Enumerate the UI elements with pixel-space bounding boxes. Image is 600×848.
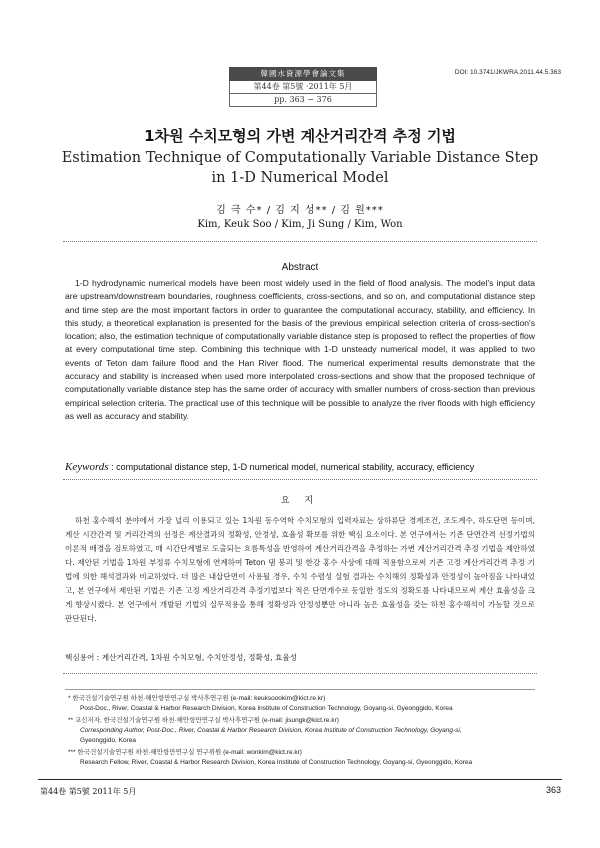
footnote <box>68 694 538 714</box>
footnote-mark: * <box>68 695 71 702</box>
divider <box>63 479 537 480</box>
abstract-text: 1-D hydrodynamic numerical models have been most widely used in the field of flood analysis. The model's input data are upstream/downstream boundaries, roughness coefficients, cross-sections, and so on, and computational distance step and time step are the most important factors in order to guarantee the computational accuracy, stability, and efficiency. In this study, a theoretical explanation is presented for the basis of the previous empirical selection criteria of cross-section's location; also, the estimation technique of computationally variable distance step is proposed to reflect the properties of flow at every computational time step. Combining this technique with 1-D unsteady numerical model, it was applied to two events of Teton dam failure flood and the Han River flood. The numerical experimental results demonstrate that the accuracy and stability is increased when used more interpolated cross-sections and show that the proposed technique of computationally variable distance step has the same order of accuracy with smaller numbers of cross-section than previous empirical selection criteria. The practical use of this technique will be possible to analyze the river floods with high efficiency as well as accuracy and stability. <box>65 278 535 421</box>
footnote-line: Corresponding Author, Post-Doc., River, Coastal & Harbor Research Division, Korea Institute of Construction Technology, Goyang-si, <box>80 727 462 734</box>
divider <box>63 241 537 242</box>
footnote-line: 한국건설기술연구원 하천·해안항만연구실 박사후연구원 (e-mail: keuksoookim@kict.re.kr) <box>72 695 326 702</box>
korean-title: 1차원 수치모형의 가변 계산거리간격 추정 기법 <box>144 127 456 145</box>
journal-box <box>229 67 377 107</box>
keywords-label: Keywords <box>65 461 109 473</box>
footer-rule <box>38 779 562 780</box>
doi[interactable]: DOI: 10.3741/JKWRA.2011.44.5.363 <box>454 69 561 76</box>
korean-authors: 김 극 수* / 김 지 성** / 김 원*** <box>216 205 384 216</box>
keywords-line <box>65 461 545 473</box>
footnote <box>68 748 538 768</box>
korean-summary-heading: 요 지 <box>280 496 320 506</box>
keywords-text: : computational distance step, 1-D numerical model, numerical stability, accuracy, efficiency <box>111 462 475 472</box>
divider <box>63 673 537 674</box>
footnote-line: 교신저자, 한국건설기술연구원 하천·해안항만연구실 박사후연구원 (e-mail: jisungk@kict.re.kr) <box>74 717 339 724</box>
english-title: Estimation Technique of Computationally Variable Distance Step in 1-D Numerical Model <box>61 150 539 186</box>
footnote-line: Post-Doc., River, Coastal & Harbor Research Division, Korea Institute of Construction Technology, Goyang-si, Gyeonggido, Korea <box>80 705 453 712</box>
journal-pages: pp. 363 ~ 376 <box>229 94 377 107</box>
korean-summary-text: 하천 홍수해석 분야에서 가장 널리 이용되고 있는 1차원 동수역학 수치모형의 입력자료는 상하류단 경계조건, 조도계수, 하도단면 등이며, 계산 시간간격 및 거리간격의 선정은 계산결과의 정확성, 안정성, 효율성 확보를 위한 핵심 요소이다. 본 연구에서는 기존 단면간격 선정기법의 이론적 배경을 검토하였고, 매 시간단계별로 도출되는 흐름특성을 반영하여 계산거리간격을 추정하는 가변 계산거리간격 추정 기법을 제안하였다. 제안된 기법을 1차원 부정류 수치모형에 연계하여 Teton 댐 붕괴 및 한강 홍수 사상에 대해 적용함으로써 기존 고정 계산거리간격 추정 기법에 의한 해석결과와 비교하였다. 더 많은 내삽단면이 사용될 경우, 수치 수렴성 실험 결과는 수치해의 정확성과 안정성이 높아짐을 나타내었고, 본 연구에서 제안된 기법은 기존 고정 계산거리간격 추정기법보다 적은 단면개수로 동일한 정도의 정확도를 나타내므로써 계산 효율성을 크게 향상시켰다. 본 연구에서 개발된 기법의 실무적용을 통해 정확성과 안정성뿐만 아니라 높은 효율성을 갖는 하천 홍수해석이 가능할 것으로 판단된다. <box>65 516 535 623</box>
journal-volume: 第44卷 第5號 ·2011年 5月 <box>229 81 377 94</box>
footnote-rule <box>65 689 535 690</box>
korean-keywords: 핵심용어 : 계산거리간격, 1차원 수치모형, 수치안정성, 정확성, 효율성 <box>65 653 297 662</box>
abstract-heading: Abstract <box>281 262 319 273</box>
footnote-line: Research Fellow, River, Coastal & Harbor Research Division, Korea Institute of Construction Technology, Goyang-si, Gyeonggido, Korea <box>80 759 473 766</box>
footnote-line: Gyeonggido, Korea <box>80 737 137 744</box>
english-authors: Kim, Keuk Soo / Kim, Ji Sung / Kim, Won <box>197 219 403 230</box>
footnote-line: 한국건설기술연구원 하천·해안항만연구실 연구위원 (e-mail: wonkim@kict.re.kr) <box>77 749 302 756</box>
footer-journal: 第44卷 第5號 2011年 5月 <box>40 787 137 796</box>
footnote-mark: *** <box>68 749 76 756</box>
footnote <box>68 716 538 746</box>
footnote-mark: ** <box>68 717 74 724</box>
journal-name: 韓國水資源學會論文集 <box>229 67 377 81</box>
page-number: 363 <box>545 785 561 795</box>
